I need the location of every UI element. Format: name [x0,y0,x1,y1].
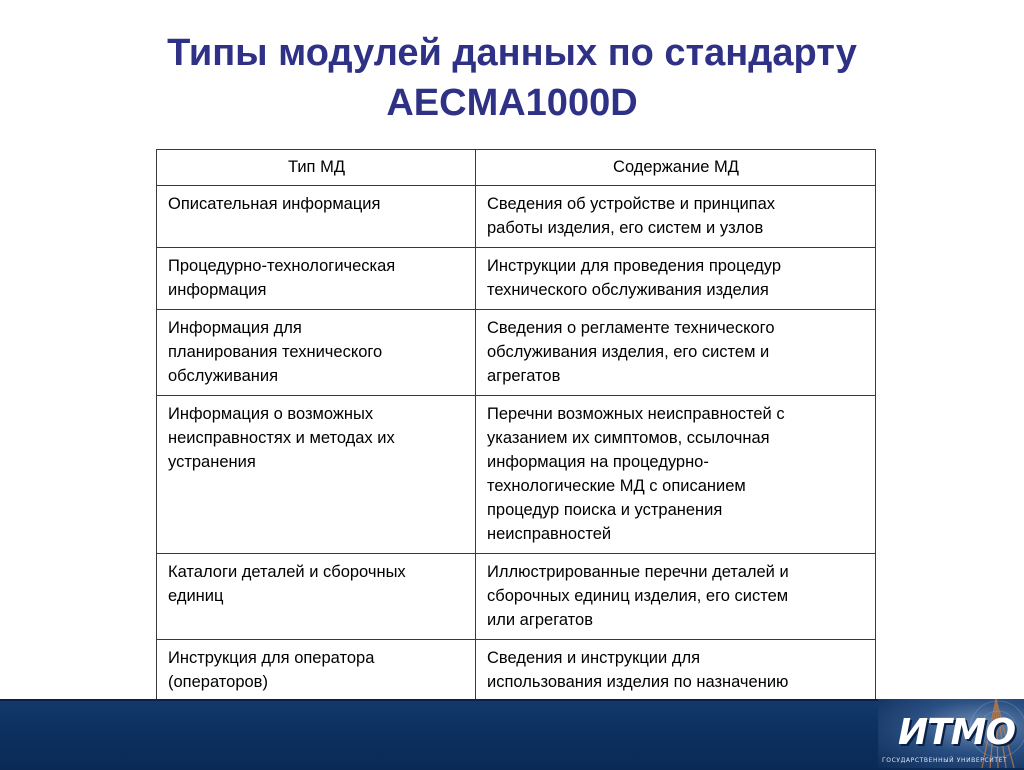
table-row [157,396,876,554]
cell-content: Сведения о регламенте технического обслуживания изделия, его систем и агрегатов [476,310,876,396]
footer-band [0,699,1024,770]
cell-content: Инструкции для проведения процедур технического обслуживания изделия [476,248,876,310]
table-header-row [157,150,876,186]
cell-content: Перечни возможных неисправностей с указанием их симптомов, ссылочная информация на процедурно- технологические МД с описанием процедур поиска и устранения неисправностей [476,396,876,554]
column-header-type: Тип МД [157,150,476,186]
cell-content: Иллюстрированные перечни деталей и сборочных единиц изделия, его систем или агрегатов [476,554,876,640]
cell-type: Инструкция для оператора (операторов) [157,640,476,702]
cell-type: Каталоги деталей и сборочных единиц [157,554,476,640]
table-row [157,640,876,702]
cell-type: Процедурно-технологическая информация [157,248,476,310]
table-row [157,248,876,310]
cell-content: Сведения об устройстве и принципах работы изделия, его систем и узлов [476,186,876,248]
slide-title-line1: Типы модулей данных по стандарту [167,32,857,74]
slide-title-line2: AECMA1000D [386,82,638,124]
data-module-types-table [156,149,876,702]
table-row [157,310,876,396]
column-header-content: Содержание МД [476,150,876,186]
cell-type: Информация о возможных неисправностях и методах их устранения [157,396,476,554]
cell-type: Описательная информация [157,186,476,248]
logo-text: ИТМО [898,712,1016,753]
university-logo [878,699,1024,768]
table-row [157,186,876,248]
cell-type: Информация для планирования технического обслуживания [157,310,476,396]
logo-caption: ГОСУДАРСТВЕННЫЙ УНИВЕРСИТЕТ [882,757,1008,764]
cell-content: Сведения и инструкции для использования изделия по назначению [476,640,876,702]
slide-title [0,28,1024,128]
table-row [157,554,876,640]
